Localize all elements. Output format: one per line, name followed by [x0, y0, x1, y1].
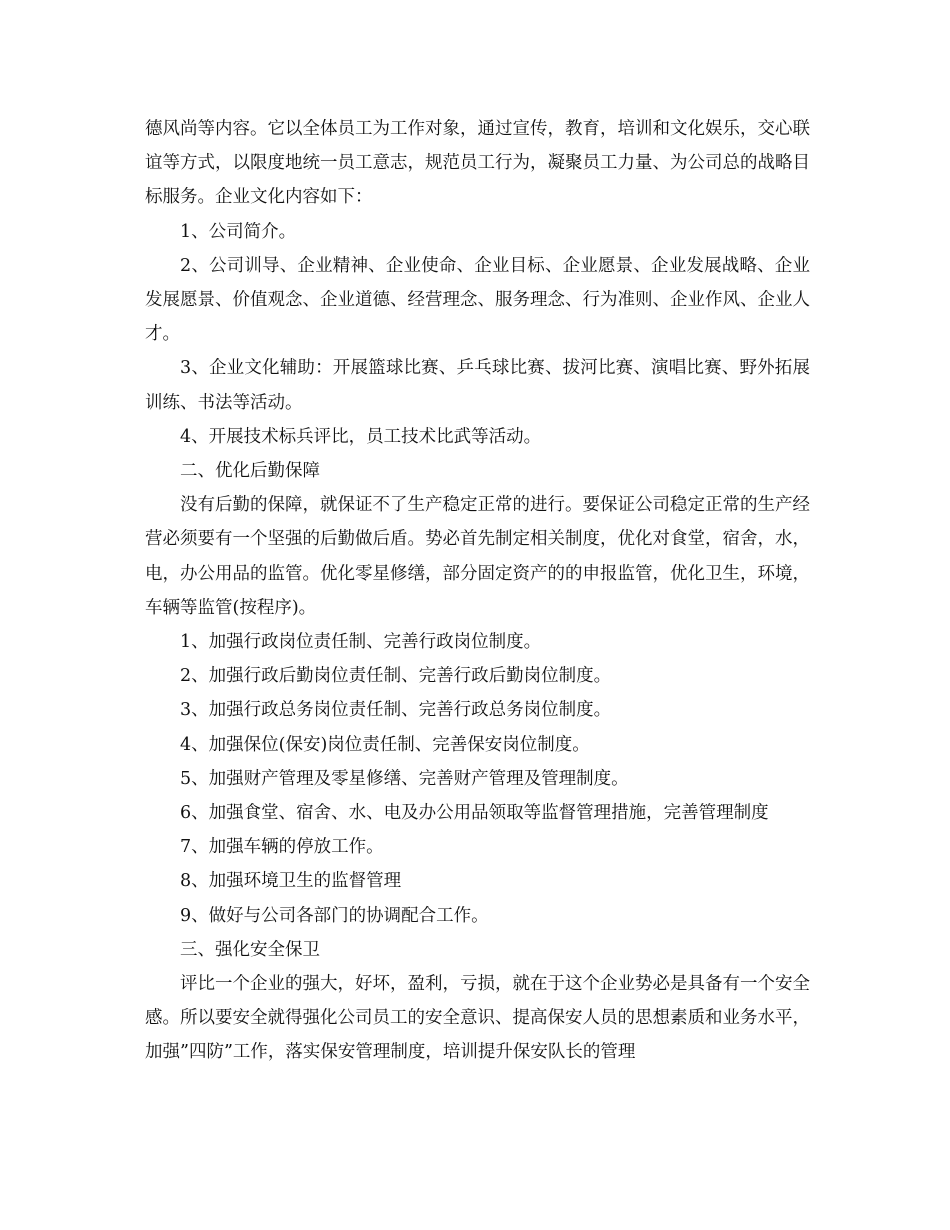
list-item: 8、加强环境卫生的监督管理 — [180, 871, 402, 892]
list-item: 6、加强食堂、宿舍、水、电及办公用品领取等监督管理措施，完善管理制度 — [180, 803, 769, 824]
list-item: 3、企业文化辅助：开展篮球比赛、乒乓球比赛、拔河比赛、演唱比赛、野外拓展训练、书法等活动。 — [145, 358, 810, 413]
list-item: 9、做好与公司各部门的协调配合工作。 — [180, 905, 489, 926]
paragraph: 没有后勤的保障，就保证不了生产稳定正常的进行。要保证公司稳定正常的生产经营必须要有一个坚强的后勤做后盾。势必首先制定相关制度，优化对食堂，宿舍，水，电，办公用品的监管。优化零星修缮，部分固定资产的的申报监管，优化卫生，环境，车辆等监管(按程序)。 — [145, 495, 810, 618]
list-item: 3、加强行政总务岗位责任制、完善行政总务岗位制度。 — [180, 700, 612, 721]
list-item: 1、加强行政岗位责任制、完善行政岗位制度。 — [180, 632, 542, 653]
list-item: 7、加强车辆的停放工作。 — [180, 837, 384, 858]
document-body — [145, 112, 810, 1070]
list-item: 4、开展技术标兵评比，员工技术比武等活动。 — [180, 426, 542, 447]
list-item: 4、加强保位(保安)岗位责任制、完善保安岗位制度。 — [180, 734, 590, 755]
section-heading: 二、优化后勤保障 — [180, 461, 320, 482]
paragraph: 评比一个企业的强大，好坏，盈利，亏损，就在于这个企业势必是具备有一个安全感。所以要安全就得强化公司员工的安全意识、提高保安人员的思想素质和业务水平，加强”四防”工作，落实保安管理制度，培训提升保安队长的管理 — [145, 974, 810, 1063]
list-item: 5、加强财产管理及零星修缮、完善财产管理及管理制度。 — [180, 768, 629, 789]
section-heading: 三、强化安全保卫 — [180, 939, 320, 960]
list-item: 2、公司训导、企业精神、企业使命、企业目标、企业愿景、企业发展战略、企业发展愿景、价值观念、企业道德、经营理念、服务理念、行为准则、企业作风、企业人才。 — [145, 255, 810, 345]
list-item: 1、公司简介。 — [180, 221, 297, 242]
paragraph: 德风尚等内容。它以全体员工为工作对象，通过宣传，教育，培训和文化娱乐，交心联谊等方式，以限度地统一员工意志，规范员工行为，凝聚员工力量、为公司总的战略目标服务。企业文化内容如下： — [145, 119, 810, 208]
list-item: 2、加强行政后勤岗位责任制、完善行政后勤岗位制度。 — [180, 666, 612, 687]
